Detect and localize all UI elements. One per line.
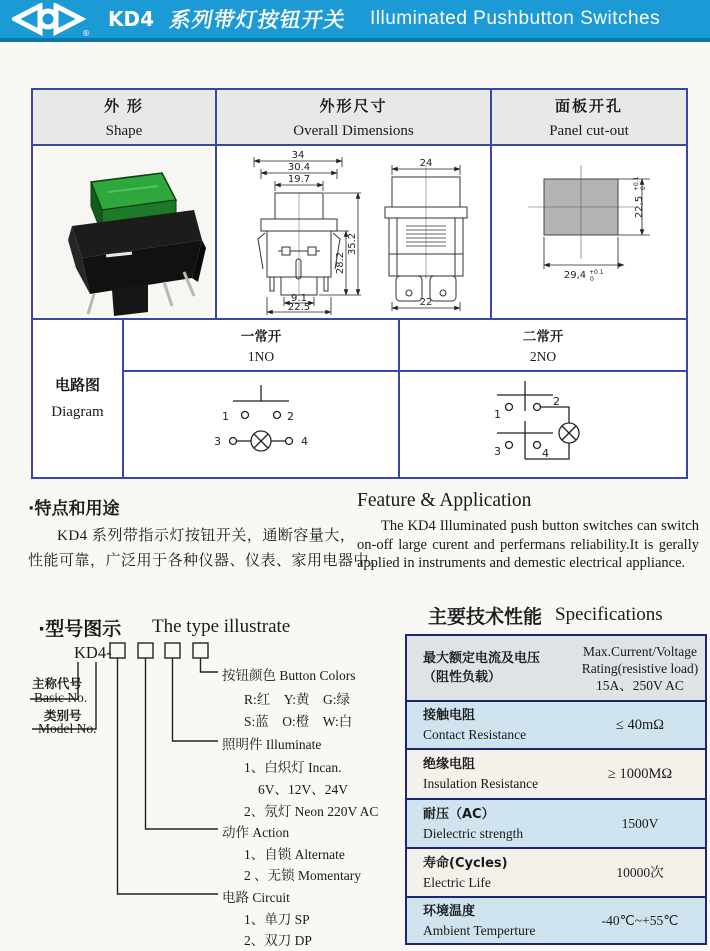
cutout-header-cn: 面板开孔 xyxy=(554,98,623,115)
spec-max-rating-v1: Max.Current/Voltage xyxy=(582,643,698,659)
banner-model: KD4 xyxy=(108,7,155,31)
dimension-drawing-cell xyxy=(217,146,490,318)
brand-eye-logo-icon xyxy=(12,3,90,37)
dim-base-width: 22.5 xyxy=(287,302,311,313)
two-no-cn: 二常开 xyxy=(522,329,564,344)
two-no-circuit-diagram xyxy=(401,373,685,476)
branch-button-colors-line1: R:红 Y:黄 G:绿 xyxy=(244,692,351,707)
two-no-circuit-cell xyxy=(400,372,686,477)
spec-contact-en: Contact Resistance xyxy=(423,727,527,742)
branch-circuit-title: 电路 Circuit xyxy=(222,890,290,905)
model-no-label-cn: 类别号 xyxy=(44,708,82,723)
spec-row-ambient-temperature xyxy=(407,898,705,943)
spec-dielectric-cn: 耐压（AC） xyxy=(423,806,495,822)
features-body-cn-line1: KD4 系列带指示灯按钮开关，通断容量大， xyxy=(57,528,356,544)
banner-title-en: Illuminated Pushbutton Switches xyxy=(370,8,661,29)
specs-title-cn: 主要技术性能 xyxy=(428,606,543,628)
spec-insulation-value: ≥ 1000MΩ xyxy=(607,765,673,782)
diagram-label-cell xyxy=(33,318,122,477)
one-no-header xyxy=(124,320,398,370)
specs-table xyxy=(405,634,707,945)
branch-illuminate-title: 照明件 Illuminate xyxy=(222,737,322,752)
registered-mark: ® xyxy=(82,29,90,37)
spec-insulation-en: Insulation Resistance xyxy=(423,776,539,791)
spec-ambient-value: -40℃~+55℃ xyxy=(601,913,679,928)
diagram-label-cn: 电路图 xyxy=(54,378,100,394)
cutout-width-tol-plus: +0.1 xyxy=(589,269,604,276)
spec-contact-cn: 接触电阻 xyxy=(423,708,476,723)
features-body-cn-line2: 性能可靠，广泛用于各种仪器、仪表、家用电器中。 xyxy=(28,553,385,569)
dim-side-bottom-width: 22 xyxy=(419,297,433,308)
dim-body-height: 28.2 xyxy=(335,251,346,275)
banner-title-cn: 系列带灯按钮开关 xyxy=(167,8,348,32)
spec-life-en: Electric Life xyxy=(423,874,491,890)
basic-no-label-cn: 主称代号 xyxy=(32,676,83,691)
branch-action-title: 动作 Action xyxy=(222,825,290,840)
product-photo-cell xyxy=(33,146,215,318)
type-illustrate-section xyxy=(30,614,410,951)
dim-pin-width: 9.1 xyxy=(291,293,307,304)
spec-life-value: 10000次 xyxy=(616,865,664,880)
branch-circuit-line1: 1、单刀 SP xyxy=(244,912,310,927)
features-body-en: The KD4 Illuminated push button switches can switch on-off large curent and perfermans reliability.It is gerally applied in instruments and demestic electrical appliance. xyxy=(357,518,699,571)
shape-header-en: Shape xyxy=(105,122,143,139)
model-prefix: KD4- xyxy=(74,643,112,662)
specs-title-en: Specifications xyxy=(555,604,663,625)
two-no-en: 2NO xyxy=(529,349,557,364)
one-no-cn: 一常开 xyxy=(240,329,282,344)
spec-max-rating-cn: 最大额定电流及电压 xyxy=(423,651,541,666)
one-no-terminal-3: 3 xyxy=(214,435,221,448)
dim-total-height: 35.2 xyxy=(347,232,358,256)
column-header-dimensions xyxy=(217,90,490,144)
dimension-drawing xyxy=(218,147,489,317)
cutout-height-tol-plus: +0.1 xyxy=(633,176,640,191)
spec-row-contact-resistance xyxy=(407,702,705,750)
column-header-cutout xyxy=(492,90,686,144)
one-no-en: 1NO xyxy=(247,349,275,364)
type-illustrate-title-en: The type illustrate xyxy=(152,616,291,637)
branch-illuminate-line2: 6V、12V、24V xyxy=(258,782,348,797)
header-banner xyxy=(0,0,710,42)
panel-cutout-drawing xyxy=(492,147,686,317)
cutout-width: 29,4 xyxy=(563,270,587,281)
one-no-terminal-1: 1 xyxy=(222,410,229,423)
dim-flange-width: 30.4 xyxy=(287,162,311,173)
dim-side-top-width: 24 xyxy=(419,158,433,169)
spec-ambient-cn: 环境温度 xyxy=(423,903,476,919)
spec-row-dielectric xyxy=(407,800,705,849)
diagram-label-en: Diagram xyxy=(51,404,104,420)
spec-dielectric-en: Dielectric strength xyxy=(423,825,524,841)
branch-button-colors-line2: S:蓝 O:橙 W:白 xyxy=(244,714,353,729)
two-no-terminal-3: 3 xyxy=(494,445,501,458)
spec-life-cn: 寿命(Cycles) xyxy=(423,855,508,871)
branch-action-line1: 1、自锁 Alternate xyxy=(244,847,345,862)
spec-dielectric-value: 1500V xyxy=(621,816,659,831)
dim-total-width: 34 xyxy=(291,150,305,161)
two-no-header xyxy=(400,320,686,370)
spec-ambient-en: Ambient Temperture xyxy=(423,922,536,938)
pushbutton-switch-photo xyxy=(36,148,212,316)
one-no-circuit-diagram xyxy=(125,373,397,476)
dimensions-header-cn: 外形尺寸 xyxy=(319,98,388,115)
overview-table xyxy=(31,88,688,479)
spec-contact-value: ≤ 40mΩ xyxy=(615,716,665,733)
spec-max-rating-cn2: （阻性负载） xyxy=(423,670,502,685)
spec-max-rating-v3: 15A、250V AC xyxy=(596,677,684,693)
column-header-shape xyxy=(33,90,215,144)
branch-illuminate-line3: 2、氖灯 Neon 220V AC xyxy=(244,804,379,819)
model-no-label-en: Model No. xyxy=(38,721,97,736)
branch-illuminate-line1: 1、白炽灯 Incan. xyxy=(244,760,342,775)
one-no-terminal-2: 2 xyxy=(287,410,294,423)
cutout-header-en: Panel cut-out xyxy=(549,122,629,139)
dimensions-header-en: Overall Dimensions xyxy=(293,122,414,139)
branch-circuit-line2: 2、双刀 DP xyxy=(244,933,312,948)
spec-insulation-cn: 绝缘电阻 xyxy=(423,757,476,772)
two-no-terminal-2: 2 xyxy=(553,395,560,408)
branch-button-colors-title: 按钮颜色 Button Colors xyxy=(222,668,356,683)
spec-row-insulation-resistance xyxy=(407,750,705,800)
type-illustrate-title-cn: ·型号图示 xyxy=(38,618,122,640)
basic-no-label-en: Basic No. xyxy=(34,690,88,705)
spec-row-electric-life xyxy=(407,849,705,898)
panel-cutout-cell xyxy=(492,146,686,318)
one-no-terminal-4: 4 xyxy=(301,435,308,448)
two-no-terminal-1: 1 xyxy=(494,408,501,421)
shape-header-cn: 外 形 xyxy=(104,98,144,115)
spec-row-max-rating xyxy=(407,636,705,702)
two-no-terminal-4: 4 xyxy=(542,447,549,460)
features-title-en: Feature & Application xyxy=(357,490,532,511)
dim-button-width: 19.7 xyxy=(287,174,311,185)
one-no-circuit-cell xyxy=(124,372,398,477)
cutout-height: 22,5 xyxy=(634,195,645,219)
cutout-height-tol-minus: 0 xyxy=(640,186,647,190)
branch-action-line2: 2 、无锁 Momentary xyxy=(244,868,361,883)
cutout-width-tol-minus: 0 xyxy=(590,276,594,283)
features-title-cn: ·特点和用途 xyxy=(28,499,120,519)
spec-max-rating-v2: Rating(resistive load) xyxy=(581,660,699,676)
